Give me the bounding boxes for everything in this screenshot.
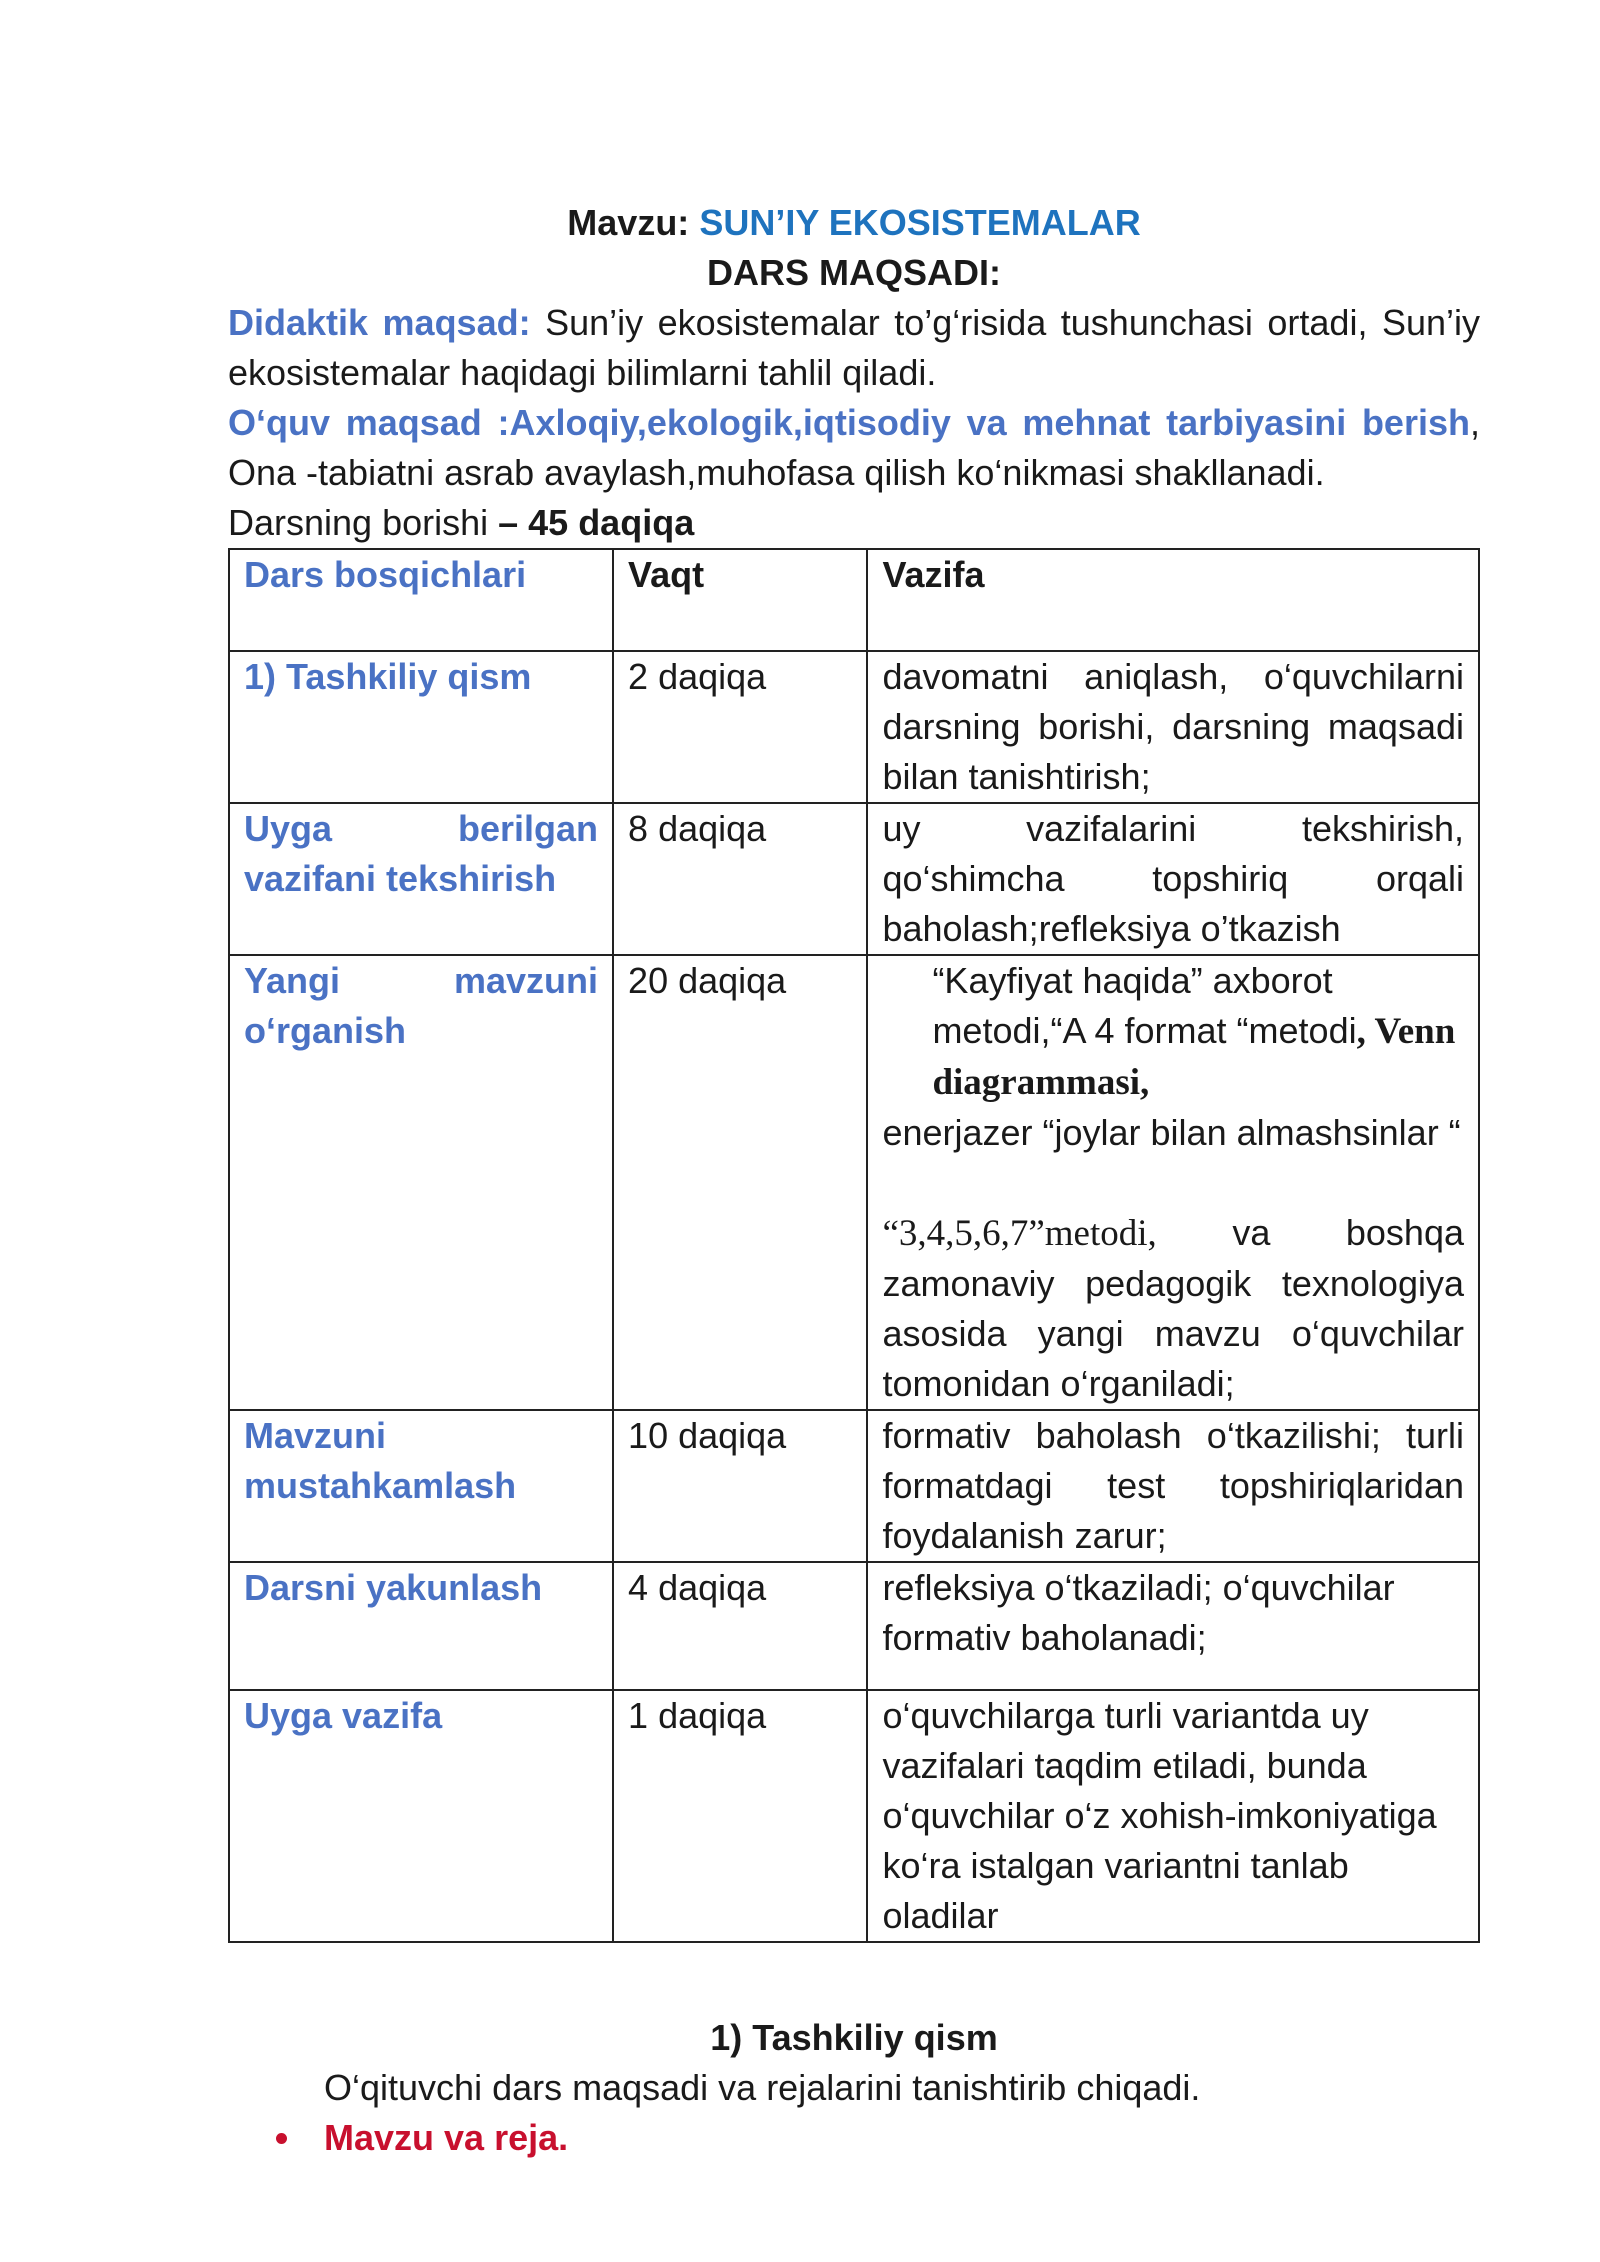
stage-cell: Darsni yakunlash — [229, 1562, 613, 1690]
didactic-goal-text: Sun’iy ekosistemalar to’g‘risida tushunchasi ortadi, Sun’iy ekosistemalar haqidagi bilimlarni tahlil qiladi. — [228, 302, 1481, 393]
stage-cell: Yangi mavzuni o‘rganish — [229, 955, 613, 1410]
spacer — [882, 1158, 1464, 1208]
table-header-task: Vazifa — [867, 549, 1479, 651]
lesson-duration-label: Darsning borishi — [228, 502, 499, 543]
time-cell: 1 daqiqa — [613, 1690, 867, 1942]
table-header-row — [229, 549, 1479, 651]
bullet-text: Mavzu va reja. — [324, 2117, 569, 2158]
bullet-icon — [276, 2133, 287, 2144]
table-row — [229, 1690, 1479, 1942]
section-heading: 1) Tashkiliy qism — [710, 2017, 998, 2058]
didactic-goal-label: Didaktik maqsad: — [228, 302, 531, 343]
task-cell: uy vazifalarini tekshirish, qo‘shimcha topshiriq orqali baholash;refleksiya o’tkazish — [867, 803, 1479, 955]
table-row — [229, 651, 1479, 803]
table-row — [229, 803, 1479, 955]
educational-goal-label: O‘quv maqsad :Axloqiy,ekologik,iqtisodiy va mehnat tarbiyasini berish — [228, 402, 1470, 443]
stage-cell: Mavzuni mustahkamlash — [229, 1410, 613, 1562]
time-cell: 2 daqiqa — [613, 651, 867, 803]
didactic-goal — [228, 298, 1480, 398]
lesson-duration-value: – 45 daqiqa — [498, 502, 695, 543]
educational-goal — [228, 398, 1480, 498]
task-cell: davomatni aniqlash, o‘quvchilarni darsning borishi, darsning maqsadi bilan tanishtirish; — [867, 651, 1479, 803]
table-row — [229, 955, 1479, 1410]
task-cell: formativ baholash o‘tkazilishi; turli formatdagi test topshiriqlaridan foydalanish zarur; — [867, 1410, 1479, 1562]
table-header-time: Vaqt — [613, 549, 867, 651]
task-cell — [867, 955, 1479, 1410]
lesson-duration-line — [228, 498, 1480, 548]
task-text-part-1: “Kayfiyat haqida” axborot metodi,“A 4 format “metodi, Venn diagrammasi, — [932, 960, 1456, 1103]
task-cell: refleksiya o‘tkaziladi; o‘quvchilar formativ baholanadi; — [867, 1562, 1479, 1690]
table-row — [229, 1410, 1479, 1562]
time-cell: 10 daqiqa — [613, 1410, 867, 1562]
task-cell: o‘quvchilarga turli variantda uy vazifalari taqdim etiladi, bunda o‘quvchilar o‘z xohish-imkoniyatiga ko‘ra istalgan variantni tanlab oladilar — [867, 1690, 1479, 1942]
table-header-stage: Dars bosqichlari — [229, 549, 613, 651]
stage-cell: Uyga vazifa — [229, 1690, 613, 1942]
time-cell: 4 daqiqa — [613, 1562, 867, 1690]
topic-label: Mavzu: — [567, 202, 690, 243]
topic-title: SUN’IY EKOSISTEMALAR — [699, 202, 1141, 243]
topic-line — [228, 198, 1480, 248]
lesson-plan-table — [228, 548, 1480, 1943]
stage-cell: Uyga berilgan vazifani tekshirish — [229, 803, 613, 955]
time-cell: 20 daqiqa — [613, 955, 867, 1410]
section-intro: O‘qituvchi dars maqsadi va rejalarini tanishtirib chiqadi. — [324, 2067, 1201, 2108]
document-page — [228, 198, 1480, 2163]
venn-diagram-text: , Venn diagrammasi, — [932, 1011, 1456, 1103]
stage-cell: 1) Tashkiliy qism — [229, 651, 613, 803]
table-row — [229, 1562, 1479, 1690]
goals-heading: DARS MAQSADI: — [707, 252, 1001, 293]
bullet-item — [228, 2113, 1480, 2163]
task-text-part-3: “3,4,5,6,7”metodi, va boshqa zamonaviy pedagogik texnologiya asosida yangi mavzu o‘quvchilar tomonidan o‘rganiladi; — [882, 1212, 1464, 1404]
task-text-part-2: enerjazer “joylar bilan almashsinlar “ — [882, 1112, 1461, 1153]
time-cell: 8 daqiqa — [613, 803, 867, 955]
educational-goal-text: , Ona -tabiatni asrab avaylash,muhofasa qilish ko‘nikmasi shakllanadi. — [228, 402, 1480, 493]
